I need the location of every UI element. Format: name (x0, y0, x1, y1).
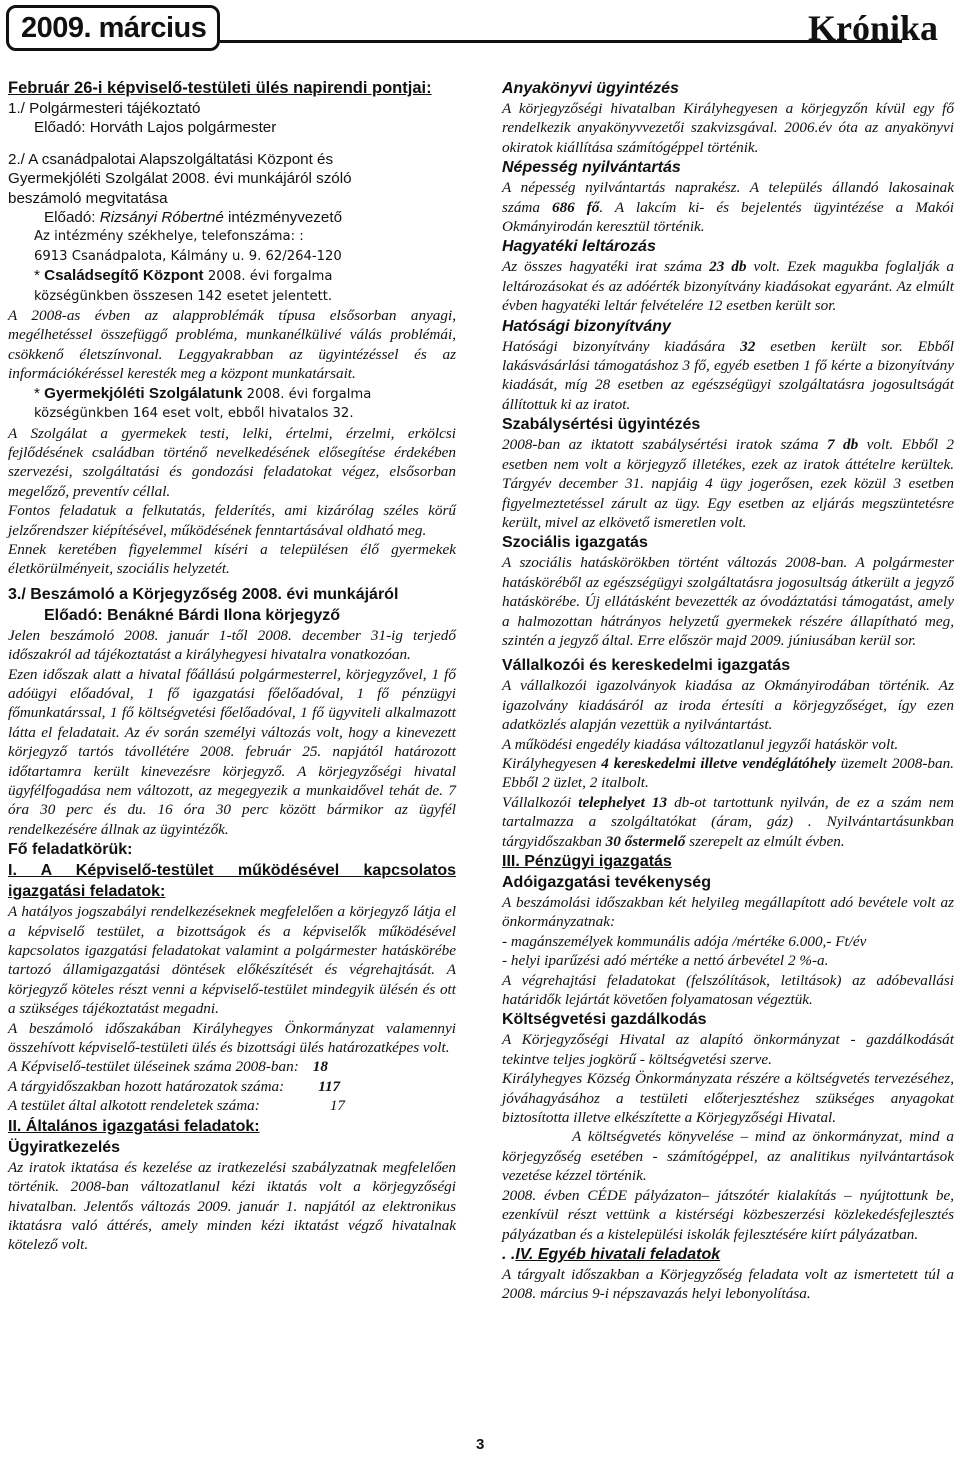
business-heading: Vállalkozói és kereskedelmi igazgatás (502, 657, 791, 675)
registry-text: A körjegyzőségi hivatalban Királyhegyesen a körjegyzőn kívül egy fő rendelkezik anyakönyvvezetői szakvizsgával. 2006.év óta az anyakönyvi okiratok kiállítása számítógéppel történik. (502, 100, 954, 156)
filing-text: Az iratok iktatása és kezelése az iratkezelési szabályzatnak megfelelően történik. 2008-ban változatlanul kézi iktatás volt a körjegyzőségi hivatalban. Jelentős változás 2009. január 1. napjától az elektronikus iktatásra való áttérés, amely minden kézi iktatást végző hivatalnak kötelező volt. (8, 1158, 456, 1254)
main-tasks-heading: Fő feladatkörük: (8, 841, 133, 859)
business-text-3: Királyhegyesen 4 kereskedelmi illetve vendéglátóhely üzemelt 2008-ban. Ebből 2 üzlet, 2 italbolt. (502, 754, 954, 792)
certificate-heading: Hatósági bizonyítvány (502, 317, 671, 335)
budget-text-4: 2008. évben CÉDE pályázaton– játszótér kialakítás – nyújtottunk be, ezenkívül részt vettünk a kistérségi közbeszerzési közlekedésfejlesztés pályázatban és a kistelepülési iskolák fejlesztésére kiírt pályázatban. (502, 1186, 954, 1243)
child-welfare-text-2: Fontos feladatuk a felkutatás, felderítés, ami kizárólag széles körű jelzőrendszer kiépítésével, működésének fenntartásával oldható meg. (8, 502, 456, 539)
section-4-heading: . .IV. Egyéb hivatali feladatok (502, 1245, 721, 1263)
offence-text: 2008-ban az iktatott szabálysértési iratok száma 7 db volt. Ebből 2 esetben nem volt a körjegyző illetékes, ezek az iratok áttételre kerültek. Tárgyév december 31. napjáig 4 ügy jogerősen, ezek közül 3 esetben figyelmeztetéssel zárult az ügy. Egy esetben az eljárás megszüntetésre került, mivel az elkövető ismeretlen volt. (502, 436, 955, 531)
stat-sessions: A Képviselő-testület üléseinek száma 2008-ban: 18 (8, 1058, 328, 1076)
population-text: A népesség nyilvántartás naprakész. A település állandó lakosainak száma 686 fő. A lakcím ki- és bejelentés ügyintézése a Makói Okmányirodán keresztül történik. (502, 179, 955, 236)
agenda-item-2-presenter: Előadó: Rizsányi Róbertné intézményvezető (44, 209, 343, 227)
business-text-4: Vállalkozói telephelyet 13 db-ot tartottunk nyilván, de ez a szám nem tartalmazza a szolgáltatókat (áram, gáz) . Nyilvántartásunkban tárgyidőszakban 30 őstermelő szerepelt az elmúlt évben. (502, 793, 955, 850)
business-text-2: A működési engedély kiadása változatlanul jegyzői hatáskör volt. (502, 735, 899, 753)
agenda-item-1: 1./ Polgármesteri tájékoztató (8, 100, 201, 117)
institution-address-label: Az intézmény székhelye, telefonszáma: : (34, 229, 304, 245)
page-number: 3 (476, 1436, 485, 1453)
child-welfare-heading: * Gyermekjóléti Szolgálatunk 2008. évi forgalma (34, 384, 372, 402)
section-3-heading: III. Pénzügyi igazgatás (502, 853, 672, 870)
registry-heading: Anyakönyvi ügyintézés (502, 80, 679, 97)
section-2-heading: II. Általános igazgatási feladatok: (8, 1117, 260, 1135)
stat-decrees: A testület által alkotott rendeletek száma: 17 (8, 1097, 345, 1115)
child-welfare-text-1: A Szolgálat a gyermekek testi, lelki, értelmi, érzelmi, erkölcsi fejlődésének családban történő nevelkedésének elősegítése érdekében szervezési, szolgáltatási és gondozási feladatokat végez, elsősorban megelőző, preventív céllal. (8, 424, 456, 500)
section-1-text-2: A beszámoló időszakában Királyhegyes Önkormányzat valamennyi összehívott képviselő-testületi ülés és bizottsági ülés határozatképes volt. (8, 1019, 456, 1057)
child-welfare-count: községünkben 164 eset volt, ebből hivatalos 32. (34, 406, 354, 422)
family-support-heading: * Családsegítő Központ 2008. évi forgalma (34, 267, 333, 285)
budget-heading: Költségvetési gazdálkodás (502, 1011, 707, 1029)
section-1-heading: I. A Képviselő-testület működésével kapcsolatos igazgatási feladatok: (8, 862, 456, 901)
agenda-title: Február 26-i képviselő-testületi ülés napirendi pontjai: (8, 79, 432, 97)
newsletter-title: Krónika (807, 8, 938, 48)
inheritance-text: Az összes hagyatéki irat száma 23 db volt. Ezek magukba foglalják a leltározásokat és az adóérték bizonyítvány kiadásokat egyaránt. Az elmúlt évben hagyatéki leltár felvételére 12 esetben került sor. (502, 258, 954, 315)
family-support-count: községünkben összesen 142 esetet jelentett. (34, 288, 333, 304)
offence-heading: Szabálysértési ügyintézés (502, 416, 701, 434)
section-4-text: A tárgyalt időszakban a Körjegyzőség feladata volt az ismertetett túl a 2008. március 9-i népszavazás helyi lebonyolítása. (502, 1265, 954, 1303)
agenda-item-2-line1: 2./ A csanádpalotai Alapszolgáltatási Központ és (8, 150, 334, 168)
agenda-item-3: 3./ Beszámoló a Körjegyzőség 2008. évi munkájáról (8, 585, 399, 603)
inheritance-heading: Hagyatéki leltározás (502, 238, 656, 256)
section-1-text-1: A hatályos jogszabályi rendelkezéseknek megfelelően a körjegyző látja el a képviselő testület, a bizottságok és a képviselők működésével kapcsolatos igazgatási feladatokat valamint a polgármester hatáskörébe tartozó államigazgatási döntések előkészítését és végrehajtását. A körjegyző köteles részt venni a képviselő-testület mindegyik ülésén és ott a szükséges tájékoztatást megadni. (8, 903, 456, 1018)
family-support-text: A 2008-as évben az alapproblémák típusa elsősorban anyagi, megélhetéssel összefüggő probléma, munkanélkülivé válás problémái, csökkenő életszínvonal. Leggyakrabban az ügyintézéssel és az információkéréssel keresték meg a központ munkatársait. (8, 307, 456, 383)
agenda-item-3-presenter: Előadó: Benákné Bárdi Ilona körjegyző (44, 606, 341, 624)
tax-text-2: A végrehajtási feladatokat (felszólítások, letiltások) az adóbevallási határidők lejártát követően folyamatosan végeztük. (502, 971, 954, 1009)
right-column (502, 78, 954, 1304)
page-header (0, 0, 960, 62)
social-text: A szociális hatáskörökben történt változás 2008-ban. A polgármester hatásköréből az egészségügyi szolgáltatásra jogosultság átkerült a jegyző hatáskörébe. Új ellátásként bevezették az óvodáztatási támogatást, amely a halmozottan hátrányos helyzetű gyermekek részére állapítható meg, szintén a jegyző által. Erre először majd 2009. júniusában kerül sor. (502, 554, 954, 649)
agenda-item-2-line2: Gyermekjóléti Szolgálat 2008. évi munkájáról szóló (8, 170, 352, 188)
child-welfare-text-3: Ennek keretében figyelemmel kíséri a településen élő gyermekek életkörülményeit, szociális helyzetét. (8, 540, 456, 578)
issue-date: 2009. március (6, 5, 220, 51)
population-heading: Népesség nyilvántartás (502, 159, 681, 177)
stat-resolutions: A tárgyidőszakban hozott határozatok száma: 117 (8, 1077, 341, 1095)
notary-report-text-2: Ezen időszak alatt a hivatal főállású polgármesterrel, körjegyzővel, 1 fő adóügyi előadóval, 1 fő igazgatási főelőadóval, 1 fő pénzügyi főmunkatárssal, 1 fő költségvetési főelőadóval, 1 fő ügyviteli alkalmazott látta el feladatait. Az év során személyi változás volt, hogy a kinevezett körjegyző tartós távollétére 2008. február 25. napjától határozott időtartamra került kinevezésre körjegyző. A körjegyzőségi hivatal ügyfélfogadása nem változott, az megegyezik a munkaidővel tehát de. 7 óra 30 perc és du. 16 óra 30 perc között bármikor az ügyfél rendelkezésére állnak az ügyintézők. (8, 665, 456, 838)
header-rule (220, 40, 902, 43)
budget-text-2: Királyhegyes Község Önkormányzata részére a költségvetés tervezéséhez, jóváhagyásához a testületi előterjesztéshez szükséges anyagokat biztosította illetve elkészítette a Körjegyzőségi Hivatal. (502, 1070, 954, 1127)
agenda-item-1-presenter: Előadó: Horváth Lajos polgármester (34, 119, 277, 137)
business-text-1: A vállalkozói igazolványok kiadása az Okmányirodában történik. Az igazolvány kiadásáról az iroda értesíti a körjegyzőséget, így ezen adatközlés alapján vezettük a nyilvántartást. (502, 677, 954, 734)
left-column (8, 78, 456, 1255)
certificate-text: Hatósági bizonyítvány kiadására 32 esetben került sor. Ebből lakásvásárlási támogatáshoz 3 fő, egyéb esetben 1 fő kérte a bizonyítvány kiadását, míg 28 esetben az egészségügyi szolgáltatásra jogosultságát állítottuk ki az iratot. (502, 337, 954, 413)
tax-heading: Adóigazgatási tevékenység (502, 874, 711, 891)
tax-item-2: - helyi iparűzési adó mértéke a nettó árbevétel 2 %-a. (502, 952, 829, 970)
agenda-item-2-line3: beszámoló megvitatása (8, 189, 168, 207)
institution-address: 6913 Csanádpalota, Kálmány u. 9. 62/264-120 (34, 248, 342, 264)
social-heading: Szociális igazgatás (502, 534, 648, 552)
tax-text-1: A beszámolási időszakban két helyileg megállapított adó bevétele volt az önkormányzatnak: (502, 894, 954, 931)
budget-text-3: A költségvetés könyvelése – mind az önkormányzat, mind a körjegyzőség esetében - számítógéppel, az analitikus nyilvántartások vezetése kézzel történik. (502, 1128, 954, 1185)
notary-report-text-1: Jelen beszámoló 2008. január 1-től 2008. december 31-ig terjedő időszakról ad tájékoztatást a királyhegyesi hivatalra vonatkozóan. (8, 626, 456, 664)
filing-heading: Ügyiratkezelés (8, 1138, 121, 1156)
tax-item-1: - magánszemélyek kommunális adója /mértéke 6.000,- Ft/év (502, 932, 867, 950)
budget-text-1: A Körjegyzőségi Hivatal az alapító önkormányzat - gazdálkodását tekintve teljes jogkörű - költségvetési szerve. (502, 1031, 954, 1068)
